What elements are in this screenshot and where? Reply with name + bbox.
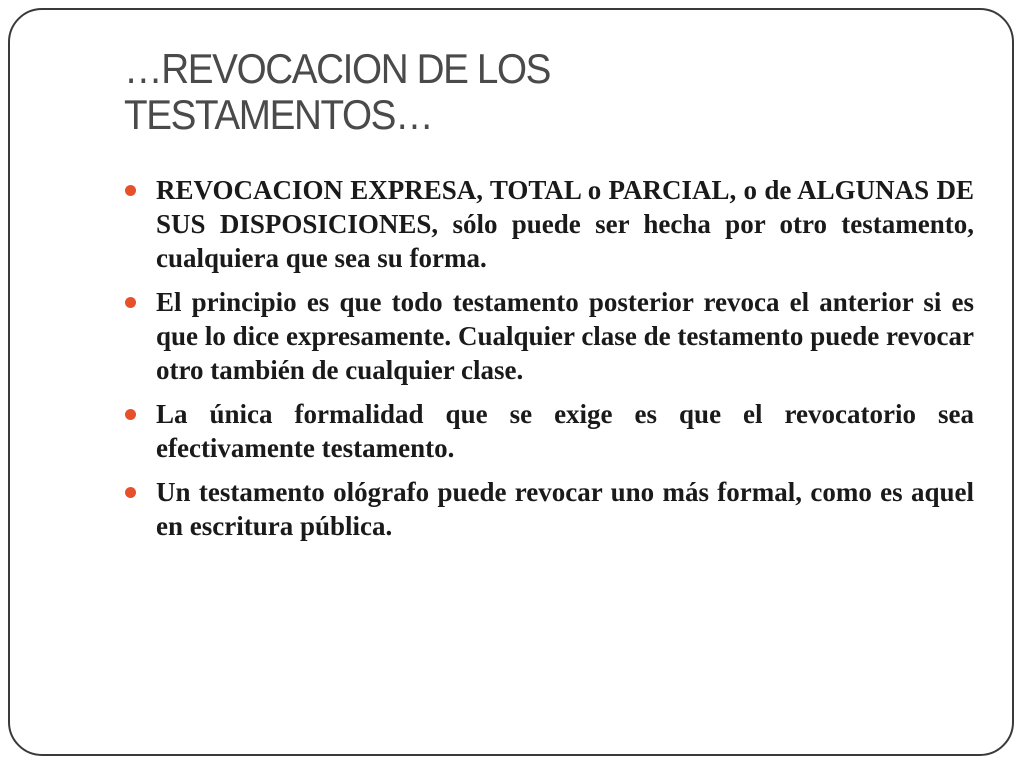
bullet-item bbox=[122, 173, 974, 275]
slide-frame bbox=[8, 8, 1014, 756]
slide-title: …REVOCACION DE LOS TESTAMENTOS… bbox=[124, 45, 551, 138]
bullet-text: El principio es que todo testamento posterior revoca el anterior si es que lo dice expresamente. Cualquier clase de testamento puede revocar otro también de cualquier clase. bbox=[156, 287, 974, 385]
bullet-item bbox=[122, 397, 974, 465]
bullet-dot-icon bbox=[125, 185, 136, 196]
bullet-dot-icon bbox=[125, 409, 136, 420]
bullet-text: Un testamento ológrafo puede revocar uno más formal, como es aquel en escritura pública. bbox=[156, 477, 974, 541]
bullet-list bbox=[122, 173, 974, 553]
bullet-text: La única formalidad que se exige es que el revocatorio sea efectivamente testamento. bbox=[156, 399, 974, 463]
bullet-dot-icon bbox=[125, 297, 136, 308]
bullet-item bbox=[122, 475, 974, 543]
bullet-dot-icon bbox=[125, 487, 136, 498]
bullet-item bbox=[122, 285, 974, 387]
bullet-text: REVOCACION EXPRESA, TOTAL o PARCIAL, o de ALGUNAS DE SUS DISPOSICIONES, sólo puede ser hecha por otro testamento, cualquiera que sea su forma. bbox=[156, 175, 974, 273]
